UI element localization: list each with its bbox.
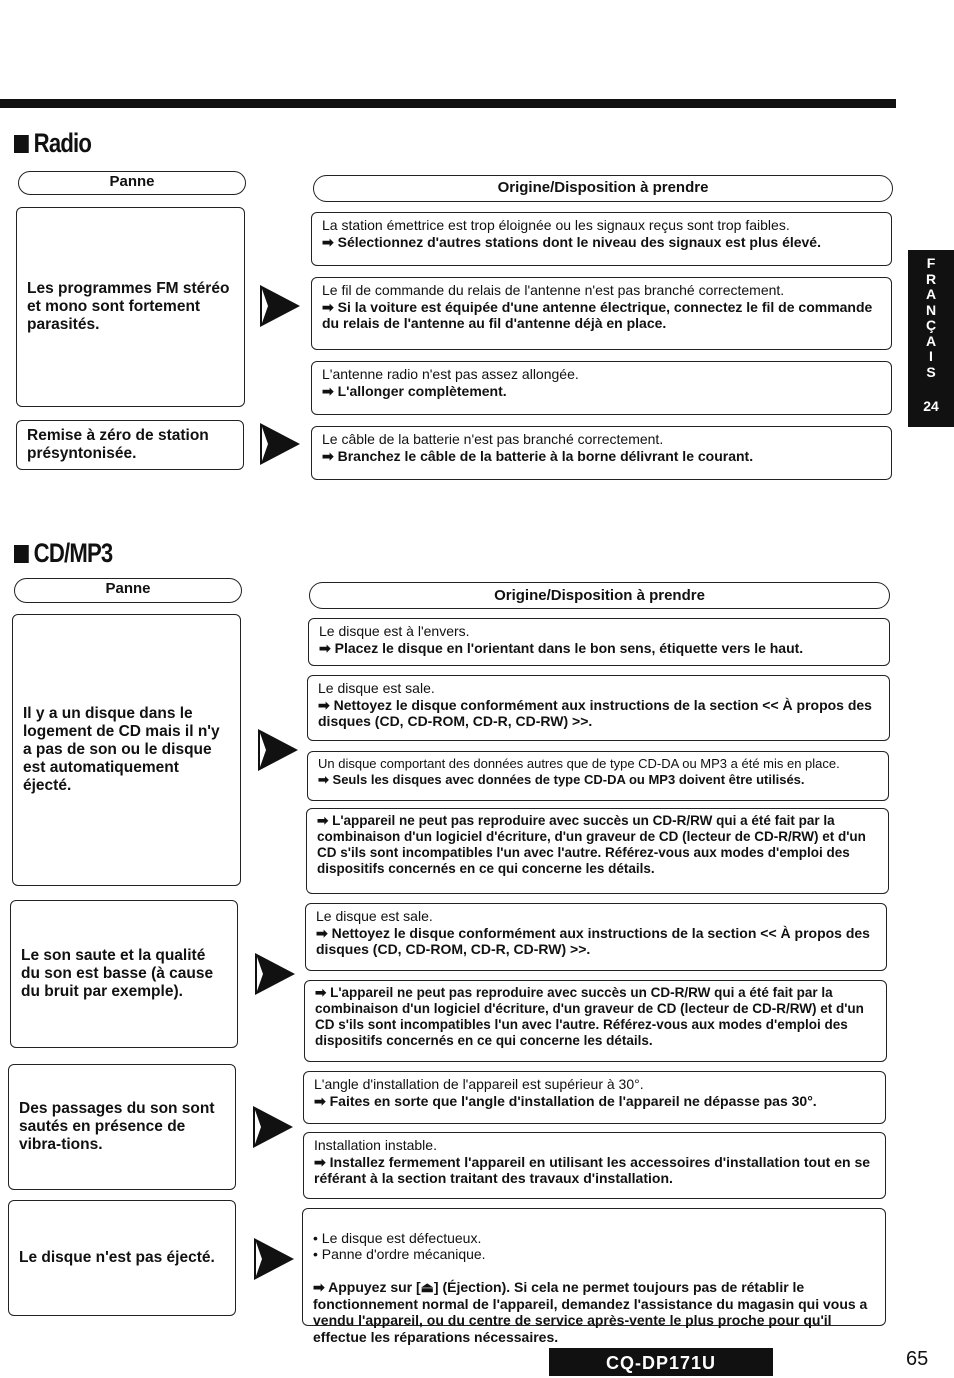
- cdmp3-cause-4: ➡ L'appareil ne peut pas reproduire avec succès un CD-R/RW qui a été fait par la combinaison d'un logiciel d'écriture, d'un graveur de CD (lecteur de CD-R/RW) et d'un CD s'ils sont incompatibles l'un avec l'autre. Référez-vous aux modes d'emploi des dispositifs concernés en ce qui concerne les détails.: [306, 808, 889, 894]
- play-triangle-icon: [258, 421, 302, 467]
- arrow-icon: ➡: [322, 447, 334, 464]
- cdmp3-cause-6: ➡ L'appareil ne peut pas reproduire avec succès un CD-R/RW qui a été fait par la combinaison d'un logiciel d'écriture, d'un graveur de CD (lecteur de CD-R/RW) et d'un CD s'ils sont incompatibles l'un avec l'autre. Référez-vous aux modes d'emploi des dispositifs concernés en ce qui concerne les détails.: [304, 980, 887, 1062]
- arrow-icon: ➡: [322, 382, 334, 399]
- radio-header-problem: Panne: [18, 171, 246, 195]
- cdmp3-header-problem: Panne: [14, 578, 242, 603]
- radio-cause-1: La station émettrice est trop éloignée ou les signaux reçus sont trop faibles. ➡ Sélectionnez d'autres stations dont le niveau des signaux est plus élevé.: [311, 212, 892, 266]
- cdmp3-cause-8: Installation instable. ➡ Installez fermement l'appareil en utilisant les accessoires d'installation tout en se référant à la section traitant des travaux d'installation.: [303, 1132, 886, 1199]
- arrow-icon: ➡: [322, 233, 334, 250]
- arrow-icon: ➡: [317, 813, 329, 828]
- arrow-icon: ➡: [319, 639, 331, 656]
- radio-cause-4: Le câble de la batterie n'est pas branché correctement. ➡ Branchez le câble de la batterie à la borne délivrant le courant.: [311, 426, 892, 480]
- cdmp3-cause-2: Le disque est sale. ➡ Nettoyez le disque conformément aux instructions de la section << À propos des disques (CD, CD-ROM, CD-R, CD-RW) >>.: [307, 675, 890, 741]
- cdmp3-header-cause: Origine/Disposition à prendre: [309, 582, 890, 609]
- play-triangle-icon: [258, 283, 302, 329]
- radio-problem-1: Les programmes FM stéréo et mono sont fortement parasités.: [16, 207, 245, 407]
- bullet-square-icon: [14, 545, 29, 563]
- cdmp3-cause-7: L'angle d'installation de l'appareil est supérieur à 30°. ➡ Faites en sorte que l'angle d'installation de l'appareil ne dépasse pas 30°.: [303, 1071, 886, 1124]
- model-label: CQ-DP171U: [549, 1348, 773, 1376]
- cdmp3-section-title: CD/MP3: [14, 538, 112, 569]
- arrow-icon: ➡: [318, 771, 329, 787]
- page-number: 65: [906, 1348, 929, 1370]
- arrow-icon: ➡: [314, 1153, 326, 1170]
- arrow-icon: ➡: [318, 696, 330, 713]
- cdmp3-cause-1: Le disque est à l'envers. ➡ Placez le disque en l'orientant dans le bon sens, étiquette vers le haut.: [308, 618, 890, 666]
- arrow-icon: ➡: [314, 1092, 326, 1109]
- cdmp3-problem-1: Il y a un disque dans le logement de CD mais il n'y a pas de son ou le disque est automatiquement éjecté.: [12, 614, 241, 886]
- language-tab: [908, 250, 954, 427]
- cdmp3-cause-9: • Le disque est défectueux. • Panne d'ordre mécanique. ➡ Appuyez sur [⏏] (Éjection). Si cela ne permet toujours pas de rétablir le fonctionnement normal de l'appareil, demandez l'assistance du magasin qui vous a vendu l'appareil, ou du centre de service après-vente le plus proche pour qu'il effectue les réparations nécessaires.: [302, 1208, 886, 1326]
- arrow-icon: ➡: [322, 298, 334, 315]
- play-triangle-icon: [252, 1236, 296, 1282]
- radio-header-cause: Origine/Disposition à prendre: [313, 175, 893, 202]
- cdmp3-cause-3: Un disque comportant des données autres que de type CD-DA ou MP3 a été mis en place. ➡ Seuls les disques avec données de type CD-DA ou MP3 doivent être utilisés.: [307, 751, 889, 801]
- top-rule: [0, 99, 896, 108]
- radio-section-title: Radio: [14, 128, 91, 159]
- play-triangle-icon: [251, 1104, 295, 1150]
- arrow-icon: ➡: [313, 1279, 325, 1295]
- arrow-icon: ➡: [316, 924, 328, 941]
- play-triangle-icon: [256, 727, 300, 773]
- arrow-icon: ➡: [315, 985, 327, 1000]
- radio-problem-2: Remise à zéro de station présyntonisée.: [16, 420, 244, 470]
- bullet-square-icon: [14, 135, 29, 153]
- play-triangle-icon: [253, 951, 297, 997]
- section-page-number: 24: [923, 398, 939, 414]
- cdmp3-problem-4: Le disque n'est pas éjecté.: [8, 1200, 236, 1316]
- radio-cause-3: L'antenne radio n'est pas assez allongée. ➡ L'allonger complètement.: [311, 361, 892, 415]
- cdmp3-cause-5: Le disque est sale. ➡ Nettoyez le disque conformément aux instructions de la section << À propos des disques (CD, CD-ROM, CD-R, CD-RW) >>.: [305, 903, 887, 971]
- cdmp3-problem-3: Des passages du son sont sautés en présence de vibra-tions.: [8, 1064, 236, 1190]
- cdmp3-problem-2: Le son saute et la qualité du son est basse (à cause du bruit par exemple).: [10, 900, 238, 1048]
- language-letters: F R A N Ç A I S: [925, 255, 937, 380]
- radio-cause-2: Le fil de commande du relais de l'antenne n'est pas branché correctement. ➡ Si la voiture est équipée d'une antenne électrique, connectez le fil de commande du relais de l'antenne au fil d'antenne déjà en place.: [311, 277, 892, 350]
